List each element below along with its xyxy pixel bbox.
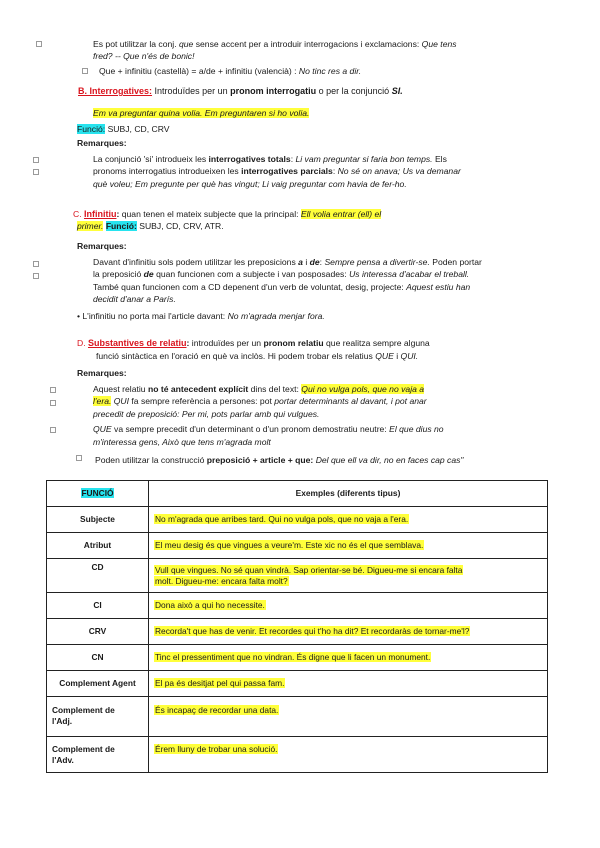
section-d-remark-3: precedit de preposició: Per mi, pots parlar amb qui vulgues.: [93, 409, 320, 419]
section-c-remark-1: Davant d'infinitiu sols podem utilitzar les preposicions a i de: Sempre pensa a divertir-se. Poden portar: [93, 257, 482, 267]
section-b-example: Em va preguntar quina volia. Em preguntaren si ho volia.: [93, 108, 310, 118]
section-d-remark-5: m'interessa gens, Això que tens m'agrada molt: [93, 437, 271, 447]
section-b-remark-2: pronoms interrogatius introdueixen les interrogatives parcials: No sé on anava; Us va demanar: [93, 166, 461, 176]
checkbox-marker: [50, 400, 56, 406]
section-d-title: Substantives de relatiu: [87, 338, 187, 348]
checkbox-marker: [50, 427, 56, 433]
section-d-remark-4: QUE va sempre precedit d'un determinant o d'un pronom demostratiu neutre: El que dius no: [93, 424, 444, 434]
table-row: CRV Recorda't que has de venir. Et recordes qui t'ho ha dit? Et recordaràs de tornar-me'l?: [47, 619, 548, 645]
function-examples-table: [46, 480, 548, 773]
section-c-letter: C.: [73, 209, 82, 219]
section-c-title: Infinitiu: [83, 209, 117, 219]
table-row: Complement Agent El pa és desitjat pel qui passa fam.: [47, 671, 548, 697]
section-b-title: B. Interrogatives:: [78, 86, 153, 96]
intro-rule: Que + infinitiu (castellà) = a/de + infinitiu (valencià) : No tinc res a dir.: [99, 66, 362, 76]
intro-line-2: fred? -- Que n'és de bonic!: [93, 51, 195, 61]
checkbox-marker: [82, 68, 88, 74]
table-row: Atribut El meu desig és que vingues a veure'm. Este xic no és el que semblava.: [47, 533, 548, 559]
checkbox-marker: [33, 169, 39, 175]
checkbox-marker: [50, 387, 56, 393]
bullet: •: [77, 311, 81, 321]
table-row: Complement de l'Adv. Érem lluny de trobar una solució.: [47, 737, 548, 773]
table-row: CI Dona això a qui ho necessite.: [47, 593, 548, 619]
checkbox-marker: [36, 41, 42, 47]
header-function-cell: FUNCIÓ: [47, 481, 149, 507]
checkbox-marker: [76, 455, 82, 461]
section-d-heading: D. Substantives de relatiu: introduïdes per un pronom relatiu que realitza sempre alguna: [77, 338, 430, 348]
intro-line-1: Es pot utilitzar la conj. que sense accent per a introduir interrogacions i exclamacions: Que tens: [93, 39, 457, 49]
table-row: CN Tinc el pressentiment que no vindran. És digne que li facen un monument.: [47, 645, 548, 671]
section-c-remark-5: • L'infinitiu no porta mai l'article davant: No m'agrada menjar fora.: [77, 311, 325, 321]
section-d-desc-2: funció sintàctica en l'oració en què va inclòs. Hi podem trobar els relatius QUE i QUI.: [96, 351, 419, 361]
section-b-function: Funció: SUBJ, CD, CRV: [77, 124, 170, 134]
section-c-remarks-label: Remarques:: [77, 241, 127, 251]
section-d-letter: D.: [77, 338, 86, 348]
table-row: Complement de l'Adj. És incapaç de recordar una data.: [47, 697, 548, 737]
table-header-row: [47, 481, 548, 507]
section-b-remark-3: què voleu; Em pregunte per què has vingut; Li vaig preguntar com havia de fer-ho.: [93, 179, 407, 189]
section-b-remarks-label: Remarques:: [77, 138, 127, 148]
checkbox-marker: [33, 273, 39, 279]
section-c-remark-2: la preposició de quan funcionen com a subjecte i van posposades: Us interessa d'acabar el treball.: [93, 269, 470, 279]
section-d-remark-2: l'era. QUI fa sempre referència a persones: pot portar determinants al davant, i pot anar: [93, 396, 427, 406]
section-c-remark-4: decidit d'anar a París.: [93, 294, 176, 304]
table-row: CD Vull que vingues. No sé quan vindrà. Sap orientar-se bé. Digueu-me si encara falta molt. Digueu-me: encara falta molt?: [47, 559, 548, 593]
section-d-remarks-label: Remarques:: [77, 368, 127, 378]
checkbox-marker: [33, 157, 39, 163]
table-row: Subjecte No m'agrada que arribes tard. Qui no vulga pols, que no vaja a l'era.: [47, 507, 548, 533]
section-c-function: primer. Funció: SUBJ, CD, CRV, ATR.: [77, 221, 224, 231]
section-d-remark-1: Aquest relatiu no té antecedent explícit dins del text: Qui no vulga pols, que no vaja a: [93, 384, 425, 394]
header-examples-cell: Exemples (diferents tipus): [149, 481, 548, 507]
section-b-heading: B. Interrogatives: Introduïdes per un pronom interrogatiu o per la conjunció SI.: [78, 86, 403, 96]
checkbox-marker: [33, 261, 39, 267]
section-d-remark-6: Poden utilitzar la construcció preposició + article + que: Del que ell va dir, no en faces cap cas": [95, 455, 464, 465]
section-c-remark-3: També quan funcionen com a CD depenent d'un verb de voluntat, desig, projecte: Aquest estiu han: [93, 282, 471, 292]
section-c-heading: C. Infinitiu: quan tenen el mateix subjecte que la principal: Ell volia entrar (ell) el: [73, 209, 382, 219]
section-b-remark-1: La conjunció 'si' introdueix les interrogatives totals: Li vam preguntar si faria bon temps. Els: [93, 154, 447, 164]
